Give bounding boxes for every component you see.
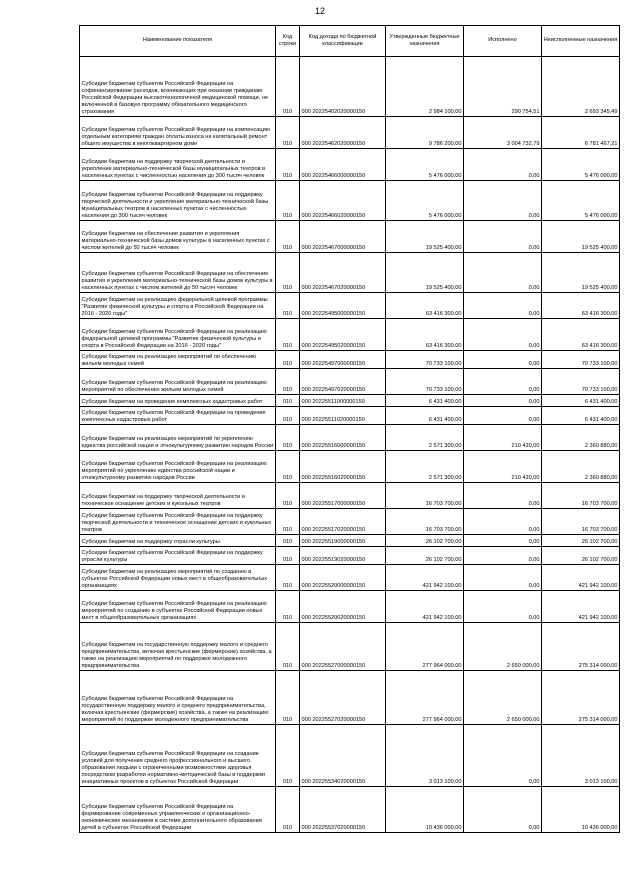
cell-approved: 2 571 300,00	[386, 425, 464, 451]
cell-unexecuted: 2 360 880,00	[542, 425, 620, 451]
cell-row-code: 010	[276, 451, 300, 483]
header-name: Наименование показателя	[80, 26, 276, 57]
cell-budget-code: 000 20225517000000150	[300, 483, 386, 509]
cell-row-code: 010	[276, 483, 300, 509]
cell-row-code: 010	[276, 293, 300, 319]
table-row	[80, 221, 620, 253]
cell-name: Субсидии бюджетам на реализацию мероприятий по созданию в субъектах Российской Федерации новых мест в общеобразовательных организациях	[80, 565, 276, 591]
table-row	[80, 407, 620, 425]
cell-unexecuted: 421 942 100,00	[542, 565, 620, 591]
cell-budget-code: 000 20225497020000150	[300, 369, 386, 395]
cell-approved: 26 102 700,00	[386, 547, 464, 565]
cell-unexecuted: 70 733 100,00	[542, 369, 620, 395]
cell-name: Субсидии бюджетам субъектов Российской Федерации на проведение комплексных кадастровых работ	[80, 407, 276, 425]
cell-row-code: 010	[276, 319, 300, 351]
cell-row-code: 010	[276, 671, 300, 725]
cell-approved: 16 703 700,00	[386, 483, 464, 509]
cell-budget-code: 000 20225467020000150	[300, 253, 386, 293]
cell-name: Субсидии бюджетам на обеспечение развития и укрепления материально-технической базы домов культуры в населенных пунктах с числом жителей до 50 тысяч человек	[80, 221, 276, 253]
cell-executed: 0,00	[464, 787, 542, 833]
cell-approved: 421 942 100,00	[386, 565, 464, 591]
cell-name: Субсидии бюджетам на реализацию мероприятий по укреплению единства российской нации и этнокультурному развитию народов России	[80, 425, 276, 451]
cell-row-code: 010	[276, 351, 300, 369]
table-row	[80, 671, 620, 725]
cell-row-code: 010	[276, 149, 300, 181]
cell-executed: 290 754,51	[464, 57, 542, 117]
cell-approved: 19 525 400,00	[386, 221, 464, 253]
cell-row-code: 010	[276, 591, 300, 623]
cell-budget-code: 000 20225402020000150	[300, 57, 386, 117]
cell-budget-code: 000 20225466020000150	[300, 181, 386, 221]
table-row	[80, 451, 620, 483]
cell-budget-code: 000 20225467000000150	[300, 221, 386, 253]
cell-name: Субсидии бюджетам субъектов Российской Федерации на поддержку отрасли культуры	[80, 547, 276, 565]
cell-budget-code: 000 20225537020000150	[300, 787, 386, 833]
table-row	[80, 535, 620, 547]
table-row	[80, 395, 620, 407]
cell-approved: 9 786 200,00	[386, 117, 464, 149]
cell-executed: 0,00	[464, 253, 542, 293]
table-row	[80, 425, 620, 451]
table-row	[80, 565, 620, 591]
cell-name: Субсидии бюджетам субъектов Российской Федерации на поддержку творческой деятельности и укрепление материально-технической базы муниципальных театров в населенных пунктах с численностью населения до 300 тысяч человек	[80, 181, 276, 221]
cell-approved: 63 416 300,00	[386, 293, 464, 319]
cell-row-code: 010	[276, 425, 300, 451]
cell-budget-code: 000 20225516020000150	[300, 451, 386, 483]
table-row	[80, 117, 620, 149]
cell-executed: 0,00	[464, 293, 542, 319]
cell-budget-code: 000 20225516000000150	[300, 425, 386, 451]
cell-executed: 2 650 000,00	[464, 671, 542, 725]
cell-row-code: 010	[276, 369, 300, 395]
cell-name: Субсидии бюджетам на реализацию мероприятий по обеспечению жильем молодых семей	[80, 351, 276, 369]
cell-approved: 19 525 400,00	[386, 253, 464, 293]
cell-row-code: 010	[276, 509, 300, 535]
cell-approved: 70 733 100,00	[386, 369, 464, 395]
cell-budget-code: 000 20225520020000150	[300, 591, 386, 623]
header-budget-code: Код дохода по бюджетной классификации	[300, 26, 386, 57]
cell-executed: 0,00	[464, 395, 542, 407]
cell-executed: 0,00	[464, 547, 542, 565]
cell-approved: 3 013 100,00	[386, 725, 464, 787]
cell-approved: 2 984 100,00	[386, 57, 464, 117]
cell-unexecuted: 6 781 467,21	[542, 117, 620, 149]
cell-executed: 2 650 000,00	[464, 623, 542, 671]
cell-unexecuted: 19 525 400,00	[542, 253, 620, 293]
cell-name: Субсидии бюджетам на проведение комплексных кадастровых работ	[80, 395, 276, 407]
cell-budget-code: 000 20225534020000150	[300, 725, 386, 787]
cell-approved: 421 942 100,00	[386, 591, 464, 623]
table-row	[80, 623, 620, 671]
cell-executed: 0,00	[464, 407, 542, 425]
cell-name: Субсидии бюджетам субъектов Российской Федерации на реализацию мероприятий по созданию в субъектах Российской Федерации новых мест в общеобразовательных организациях	[80, 591, 276, 623]
cell-unexecuted: 10 436 000,00	[542, 787, 620, 833]
cell-name: Субсидии бюджетам субъектов Российской Федерации на софинансирование расходов, возникающих при оказании гражданам Российской Федерации высокотехнологичной медицинской помощи, не включенной в базовую программу обязательного медицинского страхования	[80, 57, 276, 117]
cell-executed: 0,00	[464, 591, 542, 623]
cell-row-code: 010	[276, 117, 300, 149]
cell-unexecuted: 2 693 345,49	[542, 57, 620, 117]
cell-name: Субсидии бюджетам субъектов Российской Федерации на государственную поддержку малого и среднего предпринимательства, включая крестьянские (фермерские) хозяйства, а также на реализацию мероприятий по поддержке молодежного предпринимательства	[80, 671, 276, 725]
cell-approved: 6 431 400,00	[386, 407, 464, 425]
table-row	[80, 509, 620, 535]
cell-executed: 0,00	[464, 319, 542, 351]
cell-executed: 0,00	[464, 725, 542, 787]
table-row	[80, 725, 620, 787]
cell-row-code: 010	[276, 181, 300, 221]
cell-approved: 63 416 300,00	[386, 319, 464, 351]
cell-approved: 2 571 300,00	[386, 451, 464, 483]
cell-unexecuted: 70 733 100,00	[542, 351, 620, 369]
table-row	[80, 369, 620, 395]
cell-executed: 210 420,00	[464, 451, 542, 483]
page-number: 12	[314, 6, 325, 16]
cell-approved: 5 476 000,00	[386, 181, 464, 221]
cell-row-code: 010	[276, 565, 300, 591]
cell-unexecuted: 2 360 880,00	[542, 451, 620, 483]
cell-unexecuted: 275 314 000,00	[542, 623, 620, 671]
cell-budget-code: 000 20225517020000150	[300, 509, 386, 535]
table-row	[80, 293, 620, 319]
cell-approved: 16 703 700,00	[386, 509, 464, 535]
cell-approved: 26 102 700,00	[386, 535, 464, 547]
cell-name: Субсидии бюджетам на государственную поддержку малого и среднего предпринимательства, включая крестьянские (фермерские) хозяйства, а также на реализацию мероприятий по поддержке молодежного предпринимательства	[80, 623, 276, 671]
cell-executed: 0,00	[464, 351, 542, 369]
cell-unexecuted: 5 476 000,00	[542, 181, 620, 221]
header-row-code: Код строки	[276, 26, 300, 57]
cell-executed: 0,00	[464, 221, 542, 253]
table-header-row	[80, 26, 620, 57]
cell-approved: 277 964 000,00	[386, 623, 464, 671]
cell-budget-code: 000 20225527020000150	[300, 671, 386, 725]
cell-executed: 0,00	[464, 565, 542, 591]
cell-unexecuted: 16 703 700,00	[542, 509, 620, 535]
cell-budget-code: 000 20225519000000150	[300, 535, 386, 547]
cell-executed: 3 004 732,79	[464, 117, 542, 149]
cell-row-code: 010	[276, 787, 300, 833]
cell-name: Субсидии бюджетам субъектов Российской Федерации на реализацию федеральной целевой программы "Развитие физической культуры и спорта в Российской Федерации на 2016 - 2020 годы"	[80, 319, 276, 351]
cell-name: Субсидии бюджетам субъектов Российской Федерации на формирование современных управленческих и организационно-экономических механизмов в системе дополнительного образования детей в субъектах Российской Федерации	[80, 787, 276, 833]
cell-unexecuted: 6 431 400,00	[542, 395, 620, 407]
cell-unexecuted: 16 703 700,00	[542, 483, 620, 509]
cell-executed: 0,00	[464, 149, 542, 181]
cell-executed: 0,00	[464, 181, 542, 221]
cell-row-code: 010	[276, 623, 300, 671]
cell-name: Субсидии бюджетам субъектов Российской Федерации на обеспечение развития и укрепления материально-технической базы домов культуры в населенных пунктах с числом жителей до 50 тысяч человек	[80, 253, 276, 293]
cell-approved: 5 476 000,00	[386, 149, 464, 181]
cell-name: Субсидии бюджетам на поддержку отрасли культуры	[80, 535, 276, 547]
table-row	[80, 57, 620, 117]
table-row	[80, 483, 620, 509]
header-unexecuted: Неисполненные назначения	[542, 26, 620, 57]
cell-unexecuted: 3 013 100,00	[542, 725, 620, 787]
cell-executed: 0,00	[464, 509, 542, 535]
cell-unexecuted: 26 102 700,00	[542, 547, 620, 565]
cell-name: Субсидии бюджетам субъектов Российской Федерации на создание условий для получения среднего профессионального и высшего образования людьми с ограниченными возможностями здоровья посредством разработки нормативно-методической базы и поддержки инициативных проектов в субъектах Российской Федерации	[80, 725, 276, 787]
cell-row-code: 010	[276, 221, 300, 253]
table-row	[80, 253, 620, 293]
cell-name: Субсидии бюджетам на реализацию федеральной целевой программы "Развитие физической культуры и спорта в Российской Федерации на 2016 - 2020 годы"	[80, 293, 276, 319]
cell-budget-code: 000 20225462020000150	[300, 117, 386, 149]
cell-name: Субсидии бюджетам субъектов Российской Федерации на реализацию мероприятий по обеспечению жильем молодых семей	[80, 369, 276, 395]
cell-row-code: 010	[276, 547, 300, 565]
cell-budget-code: 000 20225495020000150	[300, 319, 386, 351]
cell-budget-code: 000 20225511000000150	[300, 395, 386, 407]
header-executed: Исполнено	[464, 26, 542, 57]
cell-row-code: 010	[276, 725, 300, 787]
cell-row-code: 010	[276, 253, 300, 293]
cell-budget-code: 000 20225466000000150	[300, 149, 386, 181]
table-row	[80, 787, 620, 833]
cell-name: Субсидии бюджетам на поддержку творческой деятельности и техническое оснащение детских и кукольных театров	[80, 483, 276, 509]
table-row	[80, 591, 620, 623]
cell-row-code: 010	[276, 407, 300, 425]
cell-row-code: 010	[276, 535, 300, 547]
cell-budget-code: 000 20225519020000150	[300, 547, 386, 565]
cell-budget-code: 000 20225527000000150	[300, 623, 386, 671]
cell-executed: 0,00	[464, 369, 542, 395]
table-row	[80, 351, 620, 369]
cell-unexecuted: 19 525 400,00	[542, 221, 620, 253]
cell-name: Субсидии бюджетам на поддержку творческой деятельности и укрепление материально-технической базы муниципальных театров в населенных пунктах с численностью населения до 300 тысяч человек	[80, 149, 276, 181]
cell-unexecuted: 421 942 100,00	[542, 591, 620, 623]
cell-row-code: 010	[276, 395, 300, 407]
cell-unexecuted: 63 416 300,00	[542, 319, 620, 351]
table-row	[80, 181, 620, 221]
cell-budget-code: 000 20225520000000150	[300, 565, 386, 591]
cell-unexecuted: 26 102 700,00	[542, 535, 620, 547]
cell-approved: 10 436 000,00	[386, 787, 464, 833]
header-approved: Утвержденные бюджетные назначения	[386, 26, 464, 57]
cell-name: Субсидии бюджетам субъектов Российской Федерации на реализацию мероприятий по укреплению единства российской нации и этнокультурному развитию народов России	[80, 451, 276, 483]
cell-unexecuted: 275 314 000,00	[542, 671, 620, 725]
cell-approved: 277 964 000,00	[386, 671, 464, 725]
cell-row-code: 010	[276, 57, 300, 117]
budget-execution-table	[79, 25, 620, 833]
cell-executed: 0,00	[464, 483, 542, 509]
cell-unexecuted: 5 476 000,00	[542, 149, 620, 181]
cell-unexecuted: 6 431 400,00	[542, 407, 620, 425]
cell-budget-code: 000 20225511020000150	[300, 407, 386, 425]
cell-name: Субсидии бюджетам субъектов Российской Федерации на компенсацию отдельным категориям граждан оплаты взноса на капитальный ремонт общего имущества в многоквартирном доме	[80, 117, 276, 149]
table-row	[80, 149, 620, 181]
table-row	[80, 319, 620, 351]
cell-name: Субсидии бюджетам субъектов Российской Федерации на поддержку творческой деятельности и техническое оснащение детских и кукольных театров	[80, 509, 276, 535]
cell-budget-code: 000 20225497000000150	[300, 351, 386, 369]
cell-approved: 70 733 100,00	[386, 351, 464, 369]
cell-executed: 210 420,00	[464, 425, 542, 451]
cell-executed: 0,00	[464, 535, 542, 547]
cell-approved: 6 431 400,00	[386, 395, 464, 407]
cell-budget-code: 000 20225495000000150	[300, 293, 386, 319]
table-row	[80, 547, 620, 565]
cell-unexecuted: 63 416 300,00	[542, 293, 620, 319]
